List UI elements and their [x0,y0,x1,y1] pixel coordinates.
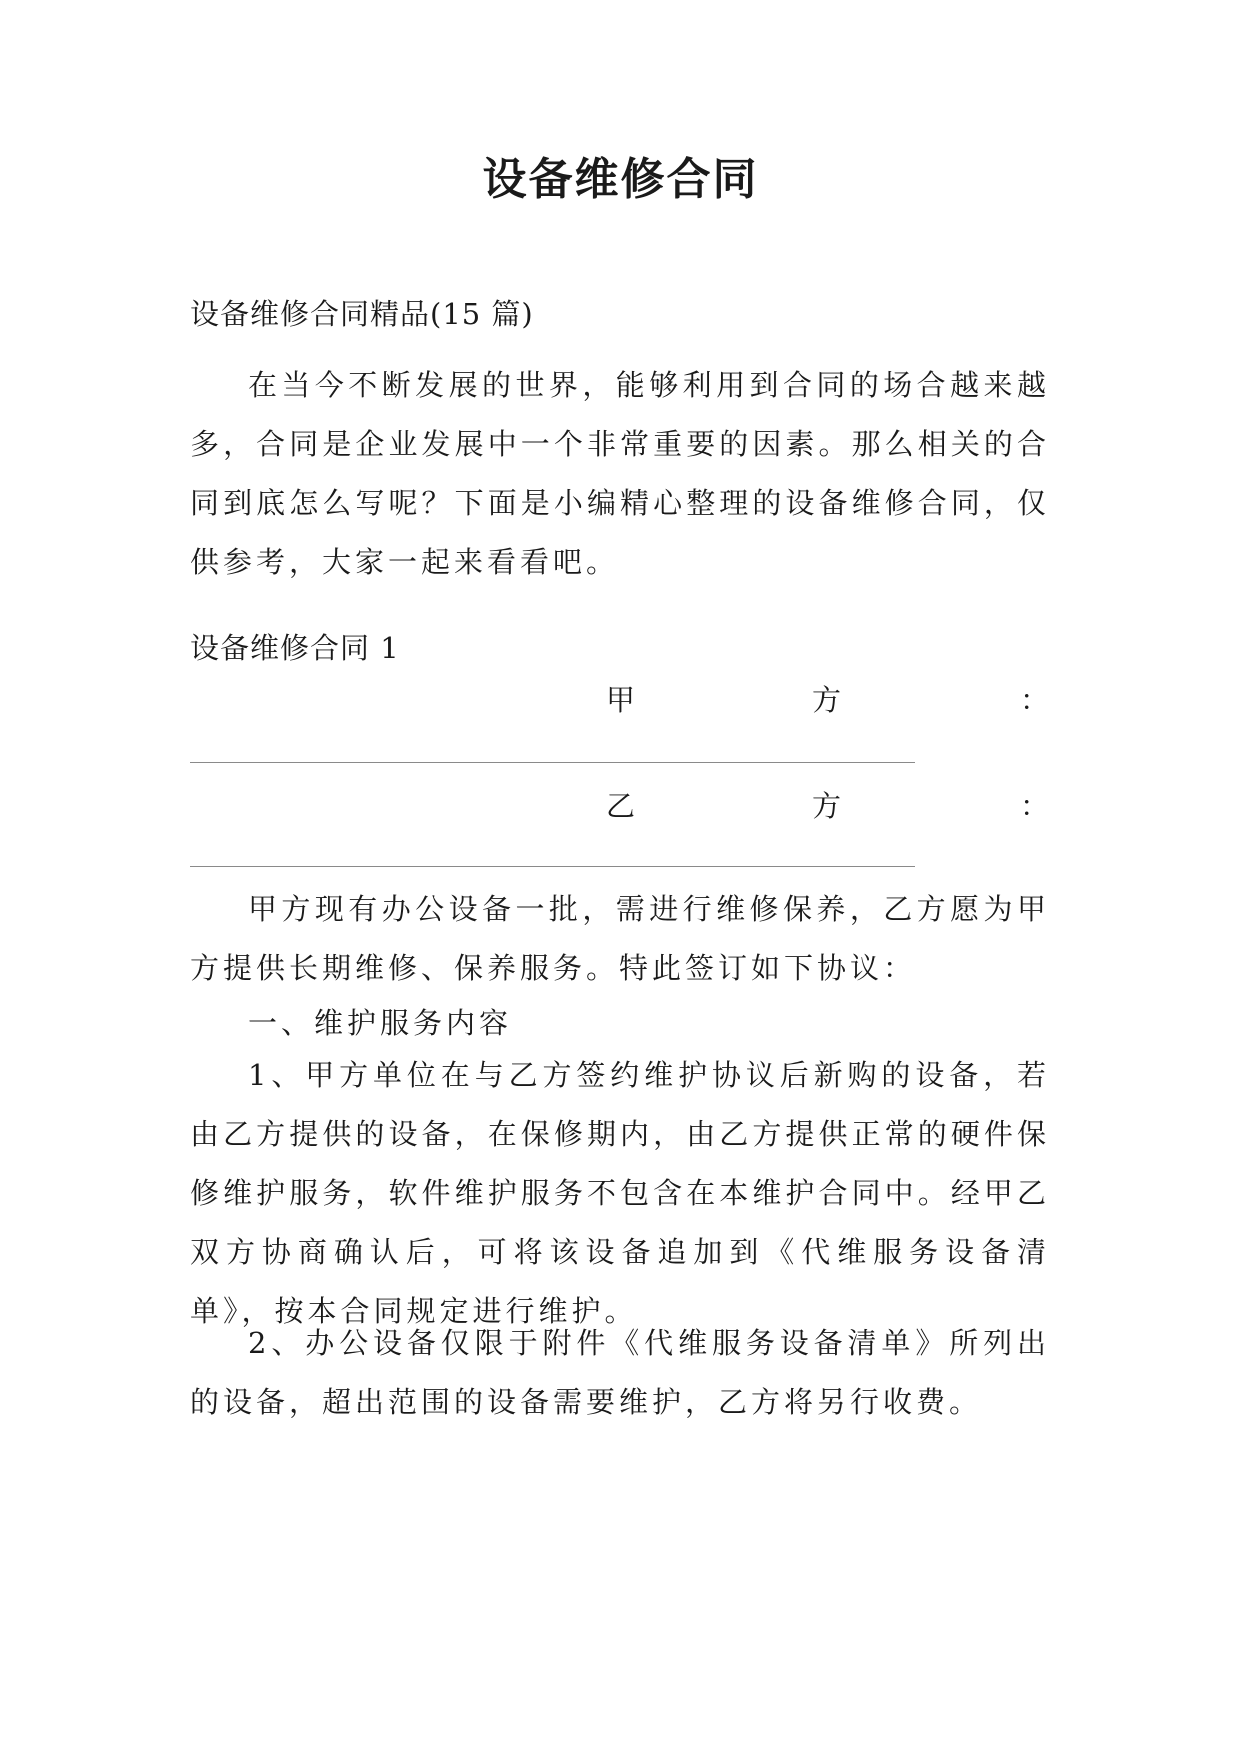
party-b-row [190,786,1050,826]
party-b-label-char1: 乙 [606,789,636,823]
clause-1-paragraph: 1、甲方单位在与乙方签约维护协议后新购的设备，若由乙方提供的设备，在保修期内，由乙方提供正常的硬件保修维护服务，软件维护服务不包含在本维护合同中。经甲乙双方协商确认后，可将该设备追加到《代维服务设备清单》，按本合同规定进行维护。 [190,1058,1050,1328]
party-b-colon: ： [1020,789,1050,823]
party-a-label-char1: 甲 [606,683,636,717]
party-b-label-char2: 方 [812,789,842,823]
clause-heading: 一、维护服务内容 [248,1006,513,1040]
clause-2-paragraph: 2、办公设备仅限于附件《代维服务设备清单》所列出的设备，超出范围的设备需要维护，乙方将另行收费。 [190,1326,1050,1419]
party-a-colon: ： [1020,683,1050,717]
party-a-label-char2: 方 [812,683,842,717]
document-title: 设备维修合同 [482,154,759,205]
party-b-signature-line [190,866,915,867]
party-a-signature-line [190,762,915,763]
document-subtitle: 设备维修合同精品(15 篇) [190,297,534,331]
intro-paragraph: 在当今不断发展的世界，能够利用到合同的场合越来越多，合同是企业发展中一个非常重要的因素。那么相关的合同到底怎么写呢？下面是小编精心整理的设备维修合同，仅供参考，大家一起来看看吧。 [190,368,1050,579]
party-a-row [190,680,1050,720]
agreement-paragraph: 甲方现有办公设备一批，需进行维修保养，乙方愿为甲方提供长期维修、保养服务。特此签订如下协议： [190,892,1050,985]
section-heading: 设备维修合同 1 [190,631,400,665]
